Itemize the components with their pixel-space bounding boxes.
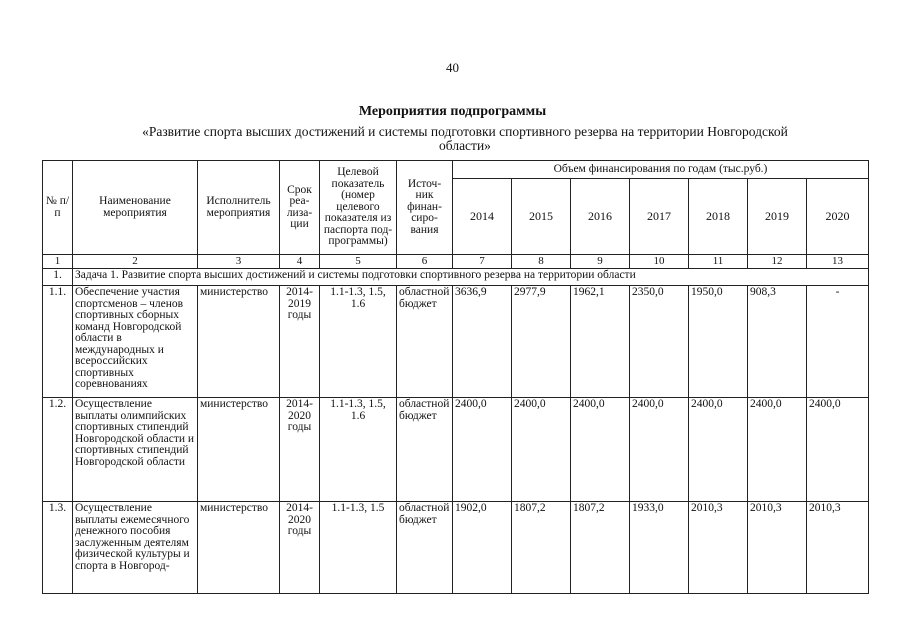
row-value: 1807,2 (512, 502, 571, 594)
row-number: 1.3. (43, 502, 73, 594)
column-number: 13 (807, 255, 869, 269)
row-value: 2350,0 (630, 286, 689, 398)
header-year: 2020 (807, 179, 869, 255)
row-source: областной бюджет (397, 286, 453, 398)
row-number: 1.2. (43, 398, 73, 502)
table-row (43, 398, 869, 502)
header-year: 2019 (748, 179, 807, 255)
row-value: 1933,0 (630, 502, 689, 594)
header-target: Целевой показатель (номер целевого показателя из паспорта под-программы) (320, 161, 397, 255)
header-year: 2018 (689, 179, 748, 255)
column-number: 5 (320, 255, 397, 269)
row-value: 2400,0 (571, 398, 630, 502)
header-executor: Исполнитель мероприятия (198, 161, 280, 255)
column-number: 12 (748, 255, 807, 269)
column-number: 8 (512, 255, 571, 269)
header-source: Источ-ник финан-сиро-вания (397, 161, 453, 255)
row-value: 2400,0 (689, 398, 748, 502)
row-name: Обеспечение участия спортсменов – членов спортивных сборных команд Новгородской области в международных и всероссийских спортивных соревнованиях (73, 286, 198, 398)
row-target: 1.1-1.3, 1.5, 1.6 (320, 286, 397, 398)
header-year: 2015 (512, 179, 571, 255)
row-number: 1.1. (43, 286, 73, 398)
row-value: 2977,9 (512, 286, 571, 398)
header-num: № п/п (43, 161, 73, 255)
measures-table (42, 160, 869, 594)
table-row (43, 502, 869, 594)
column-number: 3 (198, 255, 280, 269)
row-executor: министерство (198, 502, 280, 594)
column-number: 10 (630, 255, 689, 269)
row-value: 908,3 (748, 286, 807, 398)
column-number: 2 (73, 255, 198, 269)
row-name: Осуществление выплаты ежемесячного денежного пособия заслуженным деятелям физической культуры и спорта в Новгород- (73, 502, 198, 594)
task-text: Задача 1. Развитие спорта высших достижений и системы подготовки спортивного резерва на территории области (73, 269, 869, 286)
row-value: 2400,0 (630, 398, 689, 502)
header-year: 2017 (630, 179, 689, 255)
page-subtitle: «Развитие спорта высших достижений и системы подготовки спортивного резерва на территории Новгородской области» (142, 124, 788, 153)
column-number: 7 (453, 255, 512, 269)
column-number: 6 (397, 255, 453, 269)
row-value: - (807, 286, 869, 398)
table-row (43, 286, 869, 398)
row-value: 1950,0 (689, 286, 748, 398)
row-value: 1902,0 (453, 502, 512, 594)
row-executor: министерство (198, 398, 280, 502)
row-name: Осуществление выплаты олимпийских спортивных стипендий Новгородской области и спортивных стипендий Новгородской области (73, 398, 198, 502)
row-value: 3636,9 (453, 286, 512, 398)
task-row (43, 269, 869, 286)
row-term: 2014-2020 годы (280, 398, 320, 502)
task-number: 1. (43, 269, 73, 286)
header-name: Наименование мероприятия (73, 161, 198, 255)
column-number: 11 (689, 255, 748, 269)
page-title: Мероприятия подпрограммы (358, 104, 547, 119)
row-term: 2014-2020 годы (280, 502, 320, 594)
row-value: 2010,3 (807, 502, 869, 594)
row-value: 2010,3 (748, 502, 807, 594)
row-value: 2400,0 (512, 398, 571, 502)
column-number-row (43, 255, 869, 269)
row-value: 1807,2 (571, 502, 630, 594)
row-value: 2010,3 (689, 502, 748, 594)
row-value: 2400,0 (748, 398, 807, 502)
header-funding: Объем финансирования по годам (тыс.руб.) (453, 161, 869, 179)
row-executor: министерство (198, 286, 280, 398)
row-value: 2400,0 (453, 398, 512, 502)
column-number: 9 (571, 255, 630, 269)
row-term: 2014-2019 годы (280, 286, 320, 398)
row-source: областной бюджет (397, 398, 453, 502)
page-number: 40 (446, 60, 459, 75)
column-number: 1 (43, 255, 73, 269)
row-value: 1962,1 (571, 286, 630, 398)
row-target: 1.1-1.3, 1.5 (320, 502, 397, 594)
header-year: 2014 (453, 179, 512, 255)
row-target: 1.1-1.3, 1.5, 1.6 (320, 398, 397, 502)
row-value: 2400,0 (807, 398, 869, 502)
row-source: областной бюджет (397, 502, 453, 594)
header-year: 2016 (571, 179, 630, 255)
header-term: Срок реа-лиза-ции (280, 161, 320, 255)
column-number: 4 (280, 255, 320, 269)
